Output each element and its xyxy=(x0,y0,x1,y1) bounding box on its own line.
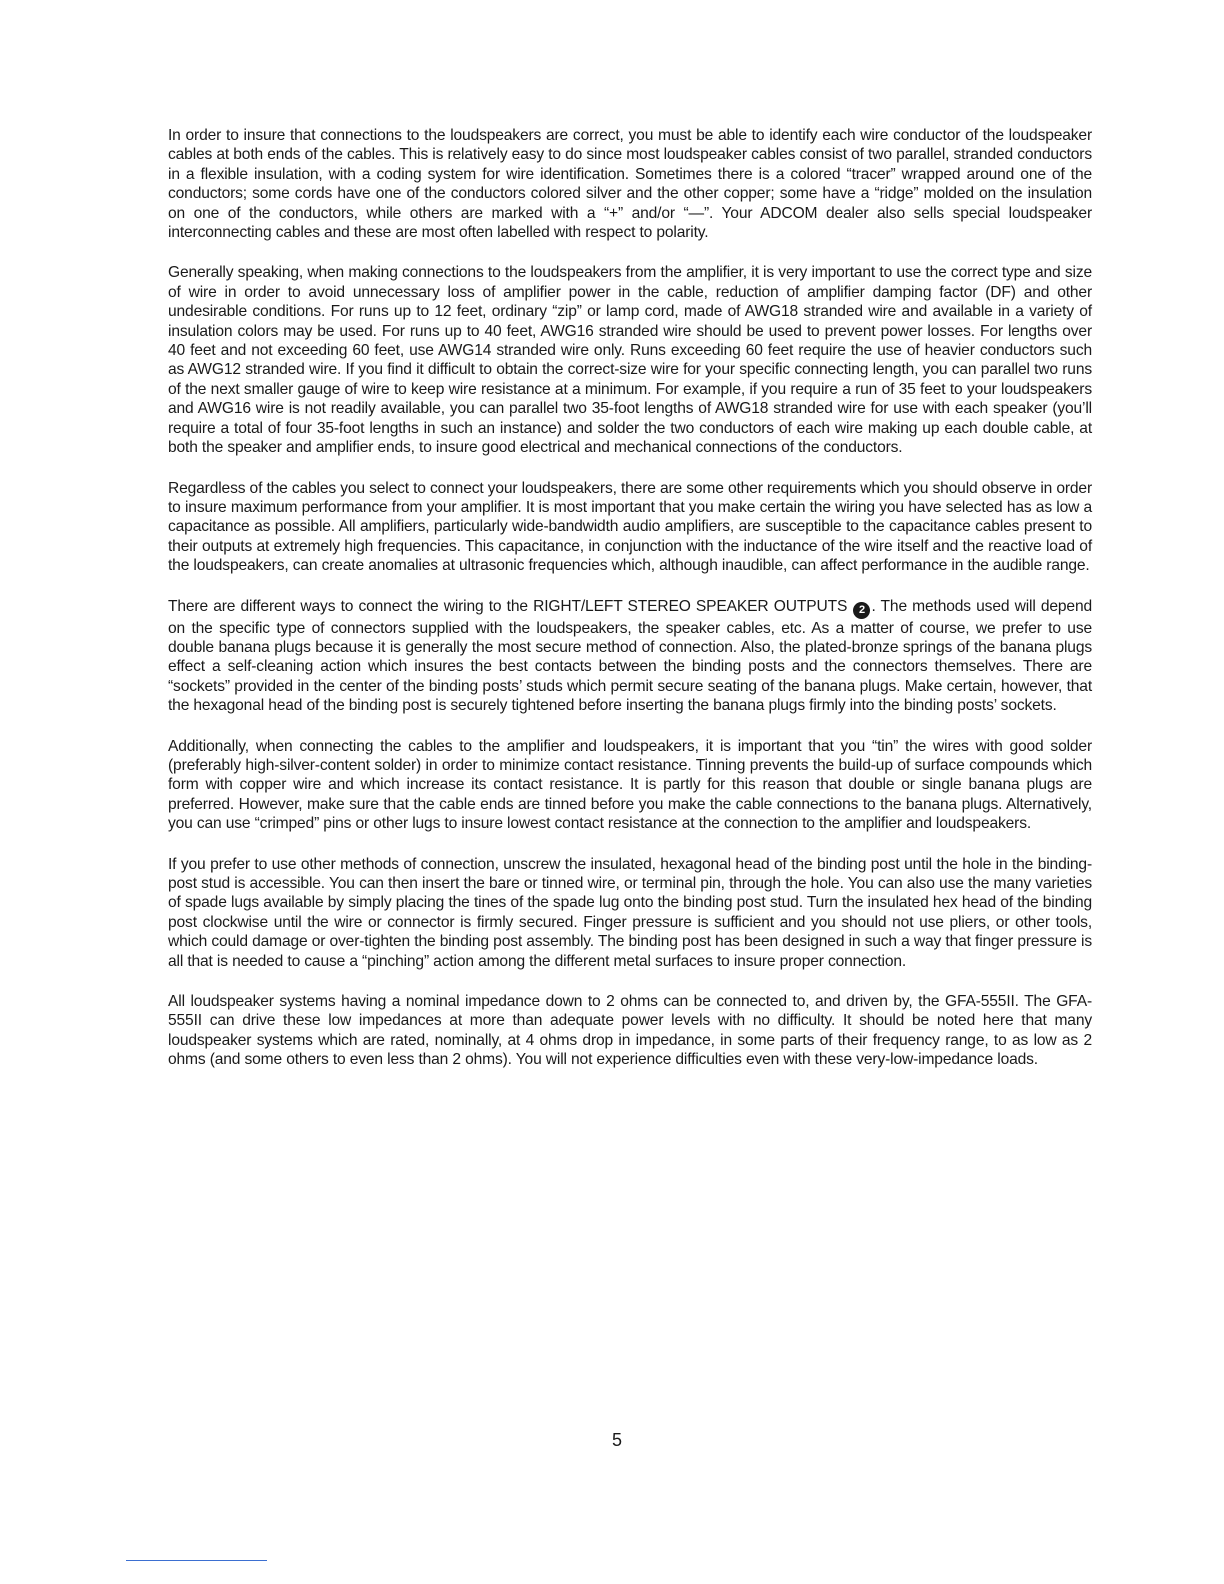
footer-rule xyxy=(126,1560,267,1561)
paragraph-tinning: Additionally, when connecting the cables to the amplifier and loudspeakers, it is important that you “tin” the wires with good solder (preferably high-silver-content solder) in order to minimize contact resistance. Tinning prevents the build-up of surface compounds which form with copper wire and which increase its contact resistance. It is partly for this reason that double or single banana plugs are preferred. However, make sure that the cable ends are tinned before you make the cable connections to the banana plugs. Alternatively, you can use “crimped” pins or other lugs to insure lowest contact resistance at the connection to the amplifier and loudspeakers. xyxy=(168,737,1092,833)
document-page xyxy=(168,126,1092,1091)
paragraph-impedance: All loudspeaker systems having a nominal impedance down to 2 ohms can be connected to, and driven by, the GFA-555II. The GFA-555II can drive these low impedances at more than adequate power levels with no difficulty. It should be noted here that many loudspeaker systems which are rated, nominally, at 4 ohms drop in impedance, in some parts of their frequency range, to as low as 2 ohms (and some others to even less than 2 ohms). You will not experience difficulties even with these very-low-impedance loads. xyxy=(168,993,1092,1069)
paragraph-wire-gauge: Generally speaking, when making connections to the loudspeakers from the amplifier, it is very important to use the correct type and size of wire in order to avoid unnecessary loss of amplifier power in the cable, reduction of amplifier damping factor (DF) and other undesirable conditions. For runs up to 12 feet, ordinary “zip” or lamp cord, made of AWG18 stranded wire and available in a variety of insulation colors may be used. For runs up to 40 feet, AWG16 stranded wire should be used to prevent power losses. For lengths over 40 feet and not exceeding 60 feet, use AWG14 stranded wire only. Runs exceeding 60 feet require the use of heavier conductors such as AWG12 stranded wire. If you find it difficult to obtain the correct-size wire for your specific connecting length, you can parallel two runs of the next smaller gauge of wire to keep wire resistance at a minimum. For example, if you require a run of 35 feet to your loudspeakers and AWG16 wire is not readily available, you can parallel two 35-foot lengths of AWG18 stranded wire for use with each speaker (you’ll require a total of four 35-foot lengths in such an instance) and solder the two conductors of each wire making up each double cable, at both the speaker and amplifier ends, to insure good electrical and mechanical connections of the conductors. xyxy=(168,264,1092,457)
page-number: 5 xyxy=(612,1430,623,1450)
paragraph-other-connections: If you prefer to use other methods of connection, unscrew the insulated, hexagonal head of the binding post until the hole in the binding-post stud is accessible. You can then insert the bare or tinned wire, or terminal pin, through the hole. You can also use the many varieties of spade lugs available by simply placing the tines of the spade lug onto the binding post stud. Turn the insulated hex head of the binding post clockwise until the wire or connector is firmly secured. Finger pressure is sufficient and you should not use pliers, or other tools, which could damage or over-tighten the binding post assembly. The binding post has been designed in such a way that finger pressure is all that is needed to cause a “pinching” action among the different metal surfaces to insure proper connection. xyxy=(168,855,1092,970)
paragraph-wire-identification: In order to insure that connections to the loudspeakers are correct, you must be able to identify each wire conductor of the loudspeaker cables at both ends of the cables. This is relatively easy to do since most loudspeaker cables consist of two parallel, stranded conductors in a flexible insulation, with a coding system for wire identification. Sometimes there is a colored “tracer” wrapped around one of the conductors; some cords have one of the conductors colored silver and the other copper; some have a “ridge” molded on the insulation on one of the conductors, while others are marked with a “+” and/or “—”. Your ADCOM dealer also sells special loudspeaker interconnecting cables and these are most often labelled with respect to polarity. xyxy=(168,127,1092,242)
callout-number-icon: 2 xyxy=(853,602,870,619)
outputs-text-before: There are different ways to connect the wiring to the RIGHT/LEFT STEREO SPEAKER OUTPUTS xyxy=(168,597,848,615)
outputs-text-after: . The methods used will depend on the specific type of connectors supplied with the loudspeakers, the speaker cables, etc. As a matter of course, we prefer to use double banana plugs because it is generally the most secure method of connection. Also, the plated-bronze springs of the banana plugs effect a self-cleaning action which insures the best contacts between the binding posts and the connectors themselves. There are “sockets” provided in the center of the binding posts’ studs which permit secure seating of the banana plugs. Make certain, however, that the hexagonal head of the binding post is securely tightened before inserting the banana plugs firmly into the binding posts’ sockets. xyxy=(168,597,1092,715)
paragraph-capacitance: Regardless of the cables you select to connect your loudspeakers, there are some other requirements which you should observe in order to insure maximum performance from your amplifier. It is most important that you make certain the wiring you have selected has as low a capacitance as possible. All amplifiers, particularly wide-bandwidth audio amplifiers, are susceptible to the capacitance cables present to their outputs at extremely high frequencies. This capacitance, in conjunction with the inductance of the wire itself and the reactive load of the loudspeakers, can create anomalies at ultrasonic frequencies which, although inaudible, can affect performance in the audible range. xyxy=(168,479,1092,575)
paragraph-speaker-outputs xyxy=(168,597,1092,716)
